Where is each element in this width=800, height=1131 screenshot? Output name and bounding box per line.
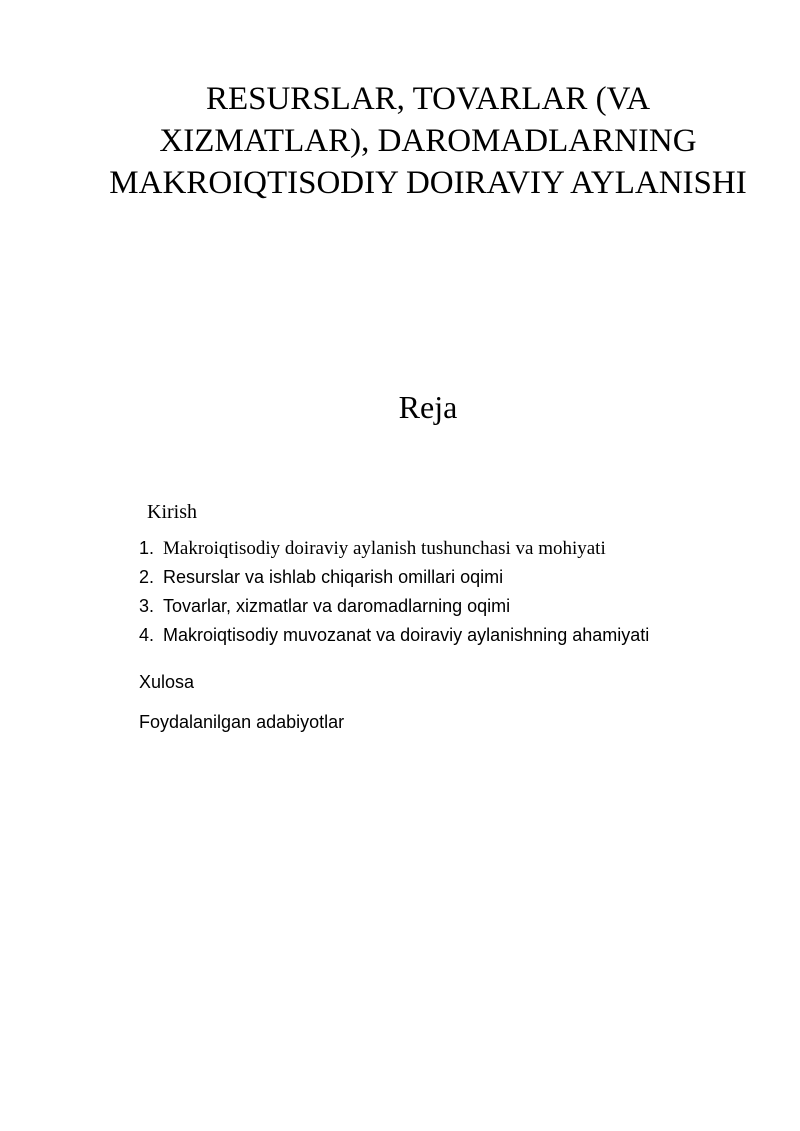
- plan-item-number: 2.: [139, 567, 155, 587]
- plan-item-3: [139, 596, 649, 625]
- plan-item-4: [139, 625, 649, 654]
- plan-conclusion: Xulosa: [139, 672, 195, 692]
- document-title: RESURSLAR, TOVARLAR (VA XIZMATLAR), DAROMADLARNING MAKROIQTISODIY DOIRAVIY AYLANISHI: [109, 81, 747, 201]
- plan-item-text: Tovarlar, xizmatlar va daromadlarning oqimi: [163, 596, 511, 616]
- plan-heading: Reja: [398, 389, 458, 425]
- plan-list: [139, 538, 649, 654]
- plan-item-1: [139, 538, 649, 567]
- plan-item-number: 3.: [139, 596, 155, 616]
- plan-item-text: Makroiqtisodiy doiraviy aylanish tushunchasi va mohiyati: [163, 538, 606, 559]
- plan-item-number: 4.: [139, 625, 155, 645]
- plan-item-2: [139, 567, 649, 596]
- plan-item-text: Resurslar va ishlab chiqarish omillari oqimi: [163, 567, 504, 587]
- plan-references: Foydalanilgan adabiyotlar: [139, 712, 345, 732]
- plan-item-text: Makroiqtisodiy muvozanat va doiraviy aylanishning ahamiyati: [163, 625, 650, 645]
- plan-intro: Kirish: [147, 501, 197, 523]
- plan-item-number: 1.: [139, 538, 155, 558]
